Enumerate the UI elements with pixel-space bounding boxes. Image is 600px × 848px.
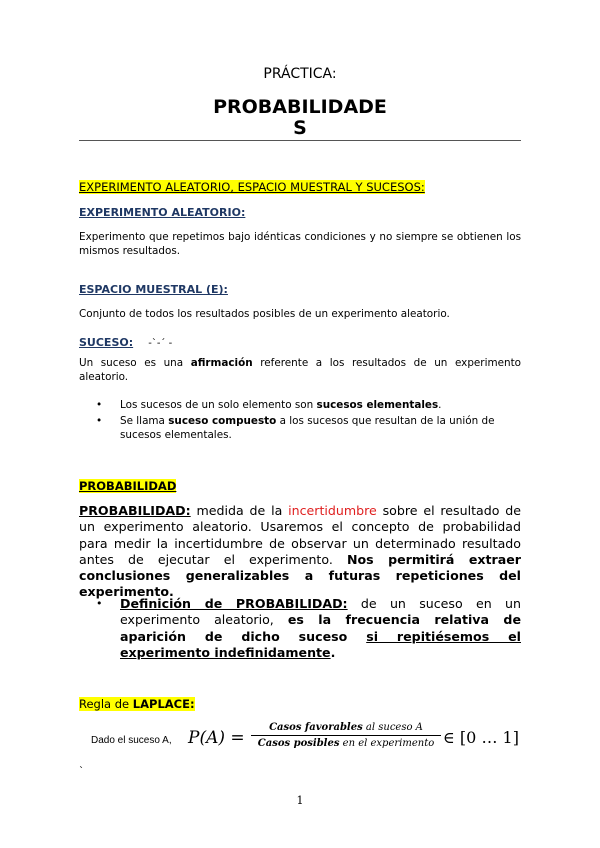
formula-numerator — [251, 722, 441, 736]
probabilidad-label: PROBABILIDAD: — [79, 503, 191, 518]
section-heading-probabilidad — [79, 479, 176, 493]
formula-fraction — [251, 722, 441, 749]
bullet2-pre: Se llama — [120, 415, 169, 427]
page-number: 1 — [296, 794, 304, 807]
definicion-bold-underlined: si repitiésemos el experimento indefinidamente — [120, 628, 521, 660]
paragraph-probabilidad — [79, 503, 521, 601]
subheading-espacio-muestral: ESPACIO MUESTRAL (E): — [79, 283, 228, 296]
laplace-heading-highlight — [79, 697, 195, 711]
bullet2-post: a los sucesos que resultan de la unión de sucesos elementales. — [120, 415, 495, 441]
title-divider — [79, 140, 521, 141]
suceso-marks: -`-´ - — [148, 338, 173, 349]
definicion-bold: es la frecuencia relativa de aparición de dicho suceso — [120, 612, 521, 644]
trailing-mark: ` — [79, 766, 84, 777]
suceso-text-pre: Un suceso es una — [79, 357, 191, 369]
suceso-bullet-list — [96, 398, 521, 442]
bullet-sucesos-elementales — [96, 398, 521, 412]
subheading-suceso-row — [79, 331, 172, 350]
suceso-text-post: referente a los resultados de un experimento aleatorio. — [79, 357, 522, 383]
definicion-end: . — [330, 644, 336, 660]
probabilidad-text-bold: Nos permitirá extraer conclusiones generalizables a futuras repeticiones del experimento. — [79, 551, 521, 600]
laplace-formula — [91, 722, 521, 760]
bullet1-post: . — [438, 399, 442, 411]
numerator-bold: Casos favorables — [269, 722, 363, 733]
title-line-a: PROBABILIDADE — [213, 96, 387, 118]
definicion-text-1: de un suceso en un experimento aleatorio, — [120, 596, 521, 628]
formula-rhs: ∈ [0 … 1] — [443, 728, 519, 747]
bullet-definicion-probabilidad — [96, 596, 521, 661]
bullet-dot: • — [96, 399, 103, 411]
subheading-experimento-aleatorio: EXPERIMENTO ALEATORIO: — [79, 206, 246, 219]
laplace-label-pre: Regla de — [79, 697, 133, 711]
bullet-suceso-compuesto — [96, 414, 521, 442]
section-heading-experimento — [79, 180, 425, 194]
denominator-bold: Casos posibles — [257, 738, 340, 749]
section-heading-text: EXPERIMENTO ALEATORIO, ESPACIO MUESTRAL Y SUCESOS: — [79, 180, 425, 194]
definicion-label: Definición de PROBABILIDAD: — [120, 596, 348, 611]
title-probabilidades — [0, 97, 600, 139]
probabilidad-heading-text: PROBABILIDAD — [79, 479, 177, 493]
bullet1-bold: sucesos elementales — [316, 399, 439, 411]
laplace-heading — [79, 697, 195, 711]
subheading-suceso: SUCESO: — [79, 336, 134, 349]
bullet1-pre: Los sucesos de un solo elemento son — [120, 399, 317, 411]
bullet2-bold: suceso compuesto — [168, 415, 277, 427]
formula-denominator — [251, 736, 441, 749]
formula-lhs: P(A) = — [188, 728, 245, 748]
bullet-dot: • — [96, 415, 103, 427]
probabilidad-incertidumbre: incertidumbre — [288, 503, 377, 518]
denominator-rest: en el experimento — [339, 738, 435, 749]
probabilidad-text-1: medida de la — [190, 503, 289, 518]
numerator-rest: al suceso A — [362, 722, 423, 733]
suceso-text-bold: afirmación — [190, 357, 253, 369]
paragraph-experimento: Experimento que repetimos bajo idénticas condiciones y no siempre se obtienen los mismos resultados. — [79, 231, 521, 257]
laplace-label-bold: LAPLACE: — [132, 697, 195, 711]
paragraph-suceso — [79, 356, 521, 384]
paragraph-espacio-muestral: Conjunto de todos los resultados posibles de un experimento aleatorio. — [79, 308, 450, 320]
title-practica: PRÁCTICA: — [263, 66, 337, 82]
formula-given: Dado el suceso A, — [91, 735, 172, 746]
bullet-dot: • — [96, 597, 103, 610]
title-line-b: S — [293, 117, 307, 139]
probabilidad-text-2: sobre el resultado de un experimento aleatorio. Usaremos el concepto de probabilidad para medir la incertidumbre de observar un determinado resultado antes de ejecutar el experimento. — [79, 503, 521, 567]
